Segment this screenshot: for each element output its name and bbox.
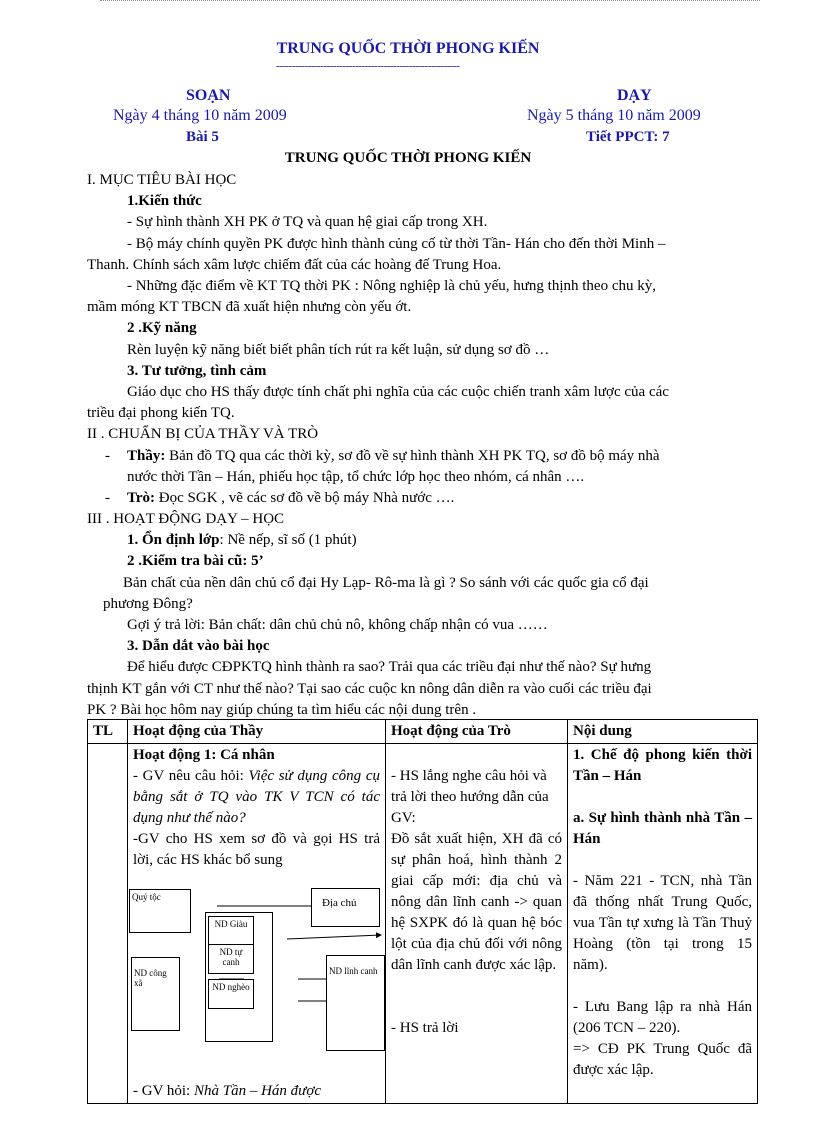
box-nd-tu-canh: ND tự canh (208, 944, 254, 974)
review-question-a: Bản chất của nền dân chủ cổ đại Hy Lạp- Rô-ma là gì ? So sánh với các quốc gia cổ đại (123, 575, 649, 591)
activity-1-title: Hoạt động 1: Cá nhân (133, 747, 275, 763)
header-teacher: Hoạt động của Thầy (128, 720, 386, 744)
teacher-prep-text: Bản đồ TQ qua các thời kỳ, sơ đồ về sự hình thành XH PK TQ, sơ đồ bộ máy nhà (165, 448, 660, 464)
student-prep-label: Trò: (127, 490, 156, 506)
skill-text: Rèn luyện kỹ năng biết biết phân tích rút ra kết luận, sử dụng sơ đồ … (127, 342, 550, 358)
intro-b: thịnh KT gắn với CT như thế nào? Tại sao các cuộc kn nông dân diễn ra vào cuối các triều đại (87, 681, 652, 697)
header-tl: TL (88, 720, 128, 744)
soan-label: SOẠN (186, 87, 231, 104)
title-rule: ---------------------------------------------------------- (276, 60, 460, 72)
day-date: Ngày 5 tháng 10 năm 2009 (527, 107, 701, 124)
attitude-text-a: Giáo dục cho HS thấy được tính chất phi nghĩa của các cuộc chiến tranh xâm lược của các (127, 384, 669, 400)
teacher-last-prefix: - GV hỏi: (133, 1083, 194, 1099)
box-quy-toc: Quý tộc (129, 889, 191, 933)
teacher-last-question (133, 1081, 380, 1102)
student-last-response: - HS trả lời (391, 1020, 459, 1036)
step1 (127, 530, 357, 551)
intro-a: Để hiểu được CĐPKTQ hình thành ra sao? Trải qua các triều đại như thế nào? Sự hưng (127, 659, 652, 675)
student-prep-text: Đọc SGK , vẽ các sơ đồ về bộ máy Nhà nước …. (155, 490, 455, 506)
box-dia-chu: Địa chủ (311, 888, 380, 927)
teacher-prep-label: Thầy: (127, 448, 166, 464)
section1-heading: I. MỤC TIÊU BÀI HỌC (87, 172, 237, 188)
header-student: Hoạt động của Trò (386, 720, 568, 744)
student-cell (386, 744, 568, 1104)
student-response-intro: - HS lắng nghe câu hỏi và trả lời theo hướng dẫn của GV: (391, 768, 549, 826)
teacher-instruction: -GV cho HS xem sơ đồ và gọi HS trả lời, các HS khác bổ sung (133, 831, 380, 868)
lesson-subtitle: TRUNG QUỐC THỜI PHONG KIẾN (284, 150, 532, 166)
intro-c: PK ? Bài học hôm nay giúp chúng ta tìm hiểu các nội dung trên . (87, 702, 477, 718)
student-response: Đồ sắt xuất hiện, XH đã có sự phân hoá, hình thành 2 giai cấp mới: địa chủ và nông dân lĩnh canh -> quan hệ SXPK đó là quan hệ bóc lột của địa chủ đối với nông dân lĩnh canh được xác lập. (391, 831, 562, 973)
content-heading-2: a. Sự hình thành nhà Tần – Hán (573, 810, 752, 847)
table-row (88, 744, 758, 1104)
soan-date: Ngày 4 tháng 10 năm 2009 (113, 107, 287, 124)
table-header-row (88, 720, 758, 744)
teacher-prep-a (127, 446, 660, 467)
knowledge-item-2b: Thanh. Chính sách xâm lược chiếm đất của các hoàng đế Trung Hoa. (87, 257, 502, 273)
box-nd-group (205, 912, 273, 1042)
step2-heading: 2 .Kiểm tra bài cũ: 5’ (127, 553, 264, 569)
content-heading-1: 1. Chế độ phong kiến thời Tần – Hán (573, 747, 752, 784)
header-content: Nội dung (568, 720, 758, 744)
top-dotted-border-right (460, 0, 760, 7)
box-nd-ngheo: ND nghèo (208, 979, 254, 1009)
class-diagram (133, 879, 380, 1077)
tl-cell (88, 744, 128, 1104)
teacher-question-text: Việc sử dụng công cụ bằng sắt ở TQ vào TK V TCN có tác dụng như thế nào? (133, 768, 380, 826)
step3-heading: 3. Dẫn dắt vào bài học (127, 638, 270, 654)
section2-heading: II . CHUẨN BỊ CỦA THẦY VÀ TRÒ (87, 426, 319, 442)
knowledge-item-3b: mầm móng KT TBCN đã xuất hiện nhưng còn yếu ớt. (87, 299, 412, 315)
teacher-last-text: Nhà Tần – Hán được (193, 1083, 322, 1099)
content-cell (568, 744, 758, 1104)
step1-label: 1. Ổn định lớp (127, 532, 220, 548)
teacher-cell (128, 744, 386, 1104)
review-question-b: phương Đông? (103, 596, 193, 612)
box-nd-cong-xa: ND công xã (131, 957, 180, 1031)
teacher-question-prefix: - GV nêu câu hỏi: (133, 768, 249, 784)
knowledge-heading: 1.Kiến thức (127, 193, 202, 209)
student-prep (127, 488, 454, 509)
content-para-2: - Lưu Bang lập ra nhà Hán (206 TCN – 220). (573, 999, 752, 1036)
knowledge-item-3a: - Những đặc điểm về KT TQ thời PK : Nông nghiệp là chủ yếu, hưng thịnh theo chu kỳ, (127, 278, 656, 294)
attitude-text-b: triều đại phong kiến TQ. (87, 405, 235, 421)
content-para-1: - Năm 221 - TCN, nhà Tần đã thống nhất Trung Quốc, vua Tần tự xưng là Tần Thuỷ Hoàng (tồn tại trong 15 năm). (573, 873, 752, 973)
section3-heading: III . HOẠT ĐỘNG DẠY – HỌC (87, 511, 285, 527)
knowledge-item-2a: - Bộ máy chính quyền PK được hình thành củng cố từ thời Tần- Hán cho đến thời Minh – (127, 236, 666, 252)
review-answer: Gợi ý trả lời: Bản chất: dân chủ chủ nô, không chấp nhận có vua …… (127, 617, 548, 633)
day-label: DẠY (617, 87, 652, 104)
knowledge-item-1: - Sự hình thành XH PK ở TQ và quan hệ giai cấp trong XH. (127, 214, 488, 230)
bullet-dash: - (105, 490, 110, 506)
teacher-prep-b: nước thời Tần – Hán, phiếu học tập, tổ chức lớp học theo nhóm, cá nhân …. (127, 469, 585, 485)
skill-heading: 2 .Kỹ năng (127, 320, 197, 336)
period-number: Tiết PPCT: 7 (586, 129, 670, 145)
bullet-dash: - (105, 448, 110, 464)
lesson-number: Bài 5 (186, 129, 219, 145)
box-nd-linh-canh: ND lĩnh canh (326, 955, 385, 1051)
teacher-question (133, 766, 380, 829)
lesson-table (87, 719, 758, 1104)
box-nd-giau: ND Giàu (208, 916, 254, 946)
attitude-heading: 3. Tư tưởng, tình cảm (127, 363, 267, 379)
step1-text: : Nề nếp, sĩ số (1 phút) (219, 532, 357, 548)
content-para-3: => CĐ PK Trung Quốc đã được xác lập. (573, 1041, 752, 1078)
document-title: TRUNG QUỐC THỜI PHONG KIẾN (276, 40, 540, 57)
